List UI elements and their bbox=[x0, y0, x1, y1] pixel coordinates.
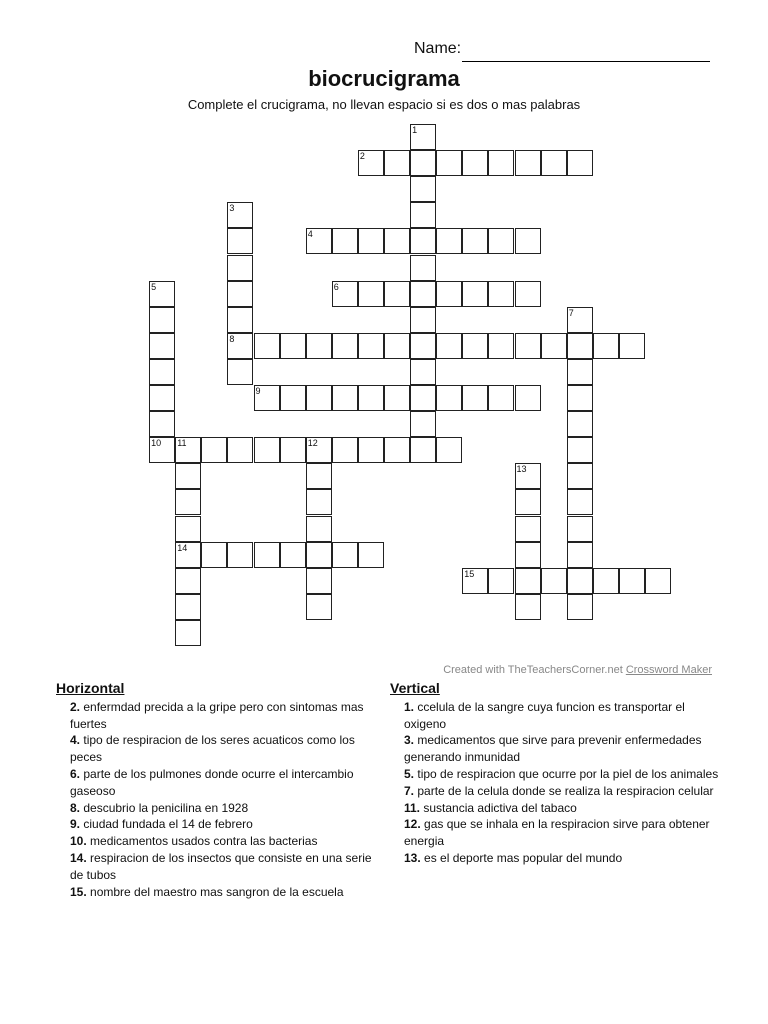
crossword-cell[interactable] bbox=[567, 307, 593, 333]
across-clues bbox=[56, 680, 386, 900]
credit-line bbox=[443, 664, 712, 676]
crossword-cell[interactable] bbox=[515, 385, 541, 411]
crossword-cell[interactable] bbox=[149, 307, 175, 333]
crossword-cell[interactable] bbox=[254, 385, 280, 411]
crossword-cell[interactable] bbox=[567, 411, 593, 437]
crossword-cell[interactable] bbox=[436, 385, 462, 411]
crossword-cell[interactable] bbox=[567, 333, 593, 359]
down-clue bbox=[390, 850, 720, 867]
crossword-cell[interactable] bbox=[593, 333, 619, 359]
clue-number-label: 3 bbox=[229, 203, 235, 214]
clue-number: 9. bbox=[70, 817, 81, 832]
crossword-cell[interactable] bbox=[515, 281, 541, 307]
crossword-cell[interactable] bbox=[227, 437, 253, 463]
clue-text: ccelula de la sangre cuya funcion es transportar el oxigeno bbox=[404, 699, 685, 731]
crossword-cell[interactable] bbox=[488, 281, 514, 307]
clue-text: medicamentos usados contra las bacterias bbox=[90, 834, 318, 849]
crossword-cell[interactable] bbox=[358, 281, 384, 307]
crossword-cell[interactable] bbox=[358, 150, 384, 176]
clue-number-label: 6 bbox=[333, 281, 339, 292]
crossword-cell[interactable] bbox=[436, 150, 462, 176]
crossword-cell[interactable] bbox=[175, 620, 201, 646]
crossword-cell[interactable] bbox=[227, 255, 253, 281]
clue-text: tipo de respiracion de los seres acuaticos como los peces bbox=[70, 733, 355, 765]
crossword-cell[interactable] bbox=[567, 516, 593, 542]
crossword-cell[interactable] bbox=[384, 385, 410, 411]
name-label: Name: bbox=[414, 40, 462, 57]
across-clue bbox=[56, 766, 386, 800]
crossword-cell[interactable] bbox=[410, 359, 436, 385]
crossword-cell[interactable] bbox=[619, 333, 645, 359]
clue-number-label: 13 bbox=[516, 464, 527, 475]
crossword-cell[interactable] bbox=[410, 124, 436, 150]
crossword-cell[interactable] bbox=[515, 333, 541, 359]
crossword-cell[interactable] bbox=[384, 281, 410, 307]
crossword-cell[interactable] bbox=[175, 463, 201, 489]
crossword-cell[interactable] bbox=[149, 411, 175, 437]
page-title: biocrucigrama bbox=[308, 66, 460, 91]
crossword-cell[interactable] bbox=[462, 281, 488, 307]
crossword-cell[interactable] bbox=[541, 150, 567, 176]
crossword-cell[interactable] bbox=[332, 228, 358, 254]
crossword-cell[interactable] bbox=[149, 333, 175, 359]
crossword-cell[interactable] bbox=[567, 359, 593, 385]
clue-text: parte de la celula donde se realiza la respiracion celular bbox=[417, 783, 714, 798]
down-clue bbox=[390, 699, 720, 733]
crossword-cell[interactable] bbox=[488, 228, 514, 254]
clue-number: 2. bbox=[70, 699, 81, 714]
crossword-cell[interactable] bbox=[149, 281, 175, 307]
clue-number: 15. bbox=[70, 884, 87, 899]
clue-number-label: 10 bbox=[151, 438, 162, 449]
across-clue bbox=[56, 732, 386, 766]
clue-number: 5. bbox=[404, 766, 415, 781]
crossword-cell[interactable] bbox=[410, 150, 436, 176]
crossword-cell[interactable] bbox=[306, 333, 332, 359]
clue-text: medicamentos que sirve para prevenir enfermedades generando inmunidad bbox=[404, 733, 702, 765]
crossword-cell[interactable] bbox=[306, 489, 332, 515]
clue-text: enfermdad precida a la gripe pero con sintomas mas fuertes bbox=[70, 699, 364, 731]
crossword-cell[interactable] bbox=[436, 333, 462, 359]
clue-number: 7. bbox=[404, 783, 415, 798]
crossword-cell[interactable] bbox=[436, 437, 462, 463]
clue-text: nombre del maestro mas sangron de la escuela bbox=[90, 884, 344, 899]
crossword-cell[interactable] bbox=[175, 489, 201, 515]
crossword-cell[interactable] bbox=[567, 385, 593, 411]
crossword-cell[interactable] bbox=[332, 385, 358, 411]
crossword-cell[interactable] bbox=[227, 202, 253, 228]
clue-text: es el deporte mas popular del mundo bbox=[424, 850, 623, 865]
crossword-cell[interactable] bbox=[384, 150, 410, 176]
clue-number-label: 8 bbox=[229, 333, 235, 344]
across-heading: Horizontal bbox=[56, 680, 125, 696]
crossword-cell[interactable] bbox=[175, 568, 201, 594]
clue-text: sustancia adictiva del tabaco bbox=[423, 800, 577, 815]
crossword-cell[interactable] bbox=[227, 281, 253, 307]
crossword-cell[interactable] bbox=[175, 542, 201, 568]
clue-number-label: 14 bbox=[177, 542, 188, 553]
crossword-cell[interactable] bbox=[567, 437, 593, 463]
crossword-cell[interactable] bbox=[254, 333, 280, 359]
clue-number: 4. bbox=[70, 733, 81, 748]
clue-number-label: 7 bbox=[568, 307, 574, 318]
credit-text: Created with TheTeachersCorner.net bbox=[443, 664, 626, 676]
crossword-cell[interactable] bbox=[384, 437, 410, 463]
crossword-cell[interactable] bbox=[227, 228, 253, 254]
crossword-cell[interactable] bbox=[332, 542, 358, 568]
crossword-cell[interactable] bbox=[619, 568, 645, 594]
crossword-cell[interactable] bbox=[306, 568, 332, 594]
crossword-cell[interactable] bbox=[410, 281, 436, 307]
down-clues bbox=[390, 680, 720, 867]
crossword-cell[interactable] bbox=[567, 542, 593, 568]
crossword-cell[interactable] bbox=[410, 202, 436, 228]
crossword-cell[interactable] bbox=[227, 333, 253, 359]
clue-number: 6. bbox=[70, 766, 81, 781]
crossword-cell[interactable] bbox=[515, 463, 541, 489]
clue-text: gas que se inhala en la respiracion sirve para obtener energia bbox=[404, 817, 710, 849]
down-clue bbox=[390, 766, 720, 783]
crossword-cell[interactable] bbox=[515, 516, 541, 542]
crossword-cell[interactable] bbox=[175, 594, 201, 620]
crossword-cell[interactable] bbox=[306, 542, 332, 568]
crossword-cell[interactable] bbox=[227, 359, 253, 385]
crossword-cell[interactable] bbox=[410, 307, 436, 333]
crossword-cell[interactable] bbox=[462, 568, 488, 594]
crossword-cell[interactable] bbox=[593, 568, 619, 594]
clue-number: 13. bbox=[404, 850, 421, 865]
across-clue bbox=[56, 800, 386, 817]
down-clue bbox=[390, 816, 720, 850]
clue-number-label: 1 bbox=[412, 125, 418, 135]
crossword-cell[interactable] bbox=[149, 359, 175, 385]
crossword-cell[interactable] bbox=[488, 385, 514, 411]
crossword-cell[interactable] bbox=[280, 333, 306, 359]
instructions: Complete el crucigrama, no llevan espacio si es dos o mas palabras bbox=[187, 97, 581, 112]
crossword-cell[interactable] bbox=[358, 542, 384, 568]
clue-number: 10. bbox=[70, 834, 87, 849]
crossword-cell[interactable] bbox=[254, 437, 280, 463]
clue-text: respiracion de los insectos que consiste en una serie de tubos bbox=[70, 850, 372, 882]
crossword-cell[interactable] bbox=[515, 568, 541, 594]
crossword-cell[interactable] bbox=[515, 489, 541, 515]
crossword-cell[interactable] bbox=[462, 228, 488, 254]
crossword-cell[interactable] bbox=[567, 594, 593, 620]
crossword-cell[interactable] bbox=[306, 228, 332, 254]
crossword-cell[interactable] bbox=[488, 568, 514, 594]
clue-number: 1. bbox=[404, 699, 415, 714]
crossword-cell[interactable] bbox=[541, 568, 567, 594]
crossword-cell[interactable] bbox=[280, 385, 306, 411]
clue-number-label: 9 bbox=[255, 386, 261, 396]
crossword-cell[interactable] bbox=[541, 333, 567, 359]
crossword-cell[interactable] bbox=[410, 411, 436, 437]
crossword-cell[interactable] bbox=[358, 437, 384, 463]
crossword-cell[interactable] bbox=[515, 594, 541, 620]
crossword-cell[interactable] bbox=[201, 542, 227, 568]
crossword-cell[interactable] bbox=[567, 568, 593, 594]
crossword-cell[interactable] bbox=[515, 228, 541, 254]
down-heading: Vertical bbox=[390, 680, 440, 696]
crossword-cell[interactable] bbox=[488, 333, 514, 359]
crossword-cell[interactable] bbox=[462, 333, 488, 359]
clue-number: 12. bbox=[404, 817, 421, 832]
crossword-cell[interactable] bbox=[332, 437, 358, 463]
crossword-cell[interactable] bbox=[227, 307, 253, 333]
crossword-cell[interactable] bbox=[254, 542, 280, 568]
across-clue bbox=[56, 816, 386, 833]
clue-number: 3. bbox=[404, 733, 415, 748]
across-clue bbox=[56, 884, 386, 901]
crossword-cell[interactable] bbox=[410, 333, 436, 359]
crossword-cell[interactable] bbox=[384, 333, 410, 359]
crossword-cell[interactable] bbox=[410, 437, 436, 463]
clue-text: descubrio la penicilina en 1928 bbox=[83, 800, 249, 815]
crossword-cell[interactable] bbox=[567, 489, 593, 515]
down-clue bbox=[390, 732, 720, 766]
clue-number: 11. bbox=[404, 800, 421, 815]
crossword-cell[interactable] bbox=[436, 228, 462, 254]
crossword-cell[interactable] bbox=[488, 150, 514, 176]
crossword-cell[interactable] bbox=[306, 594, 332, 620]
crossword-cell[interactable] bbox=[410, 228, 436, 254]
crossword-cell[interactable] bbox=[280, 437, 306, 463]
crossword-cell[interactable] bbox=[436, 281, 462, 307]
crossword-cell[interactable] bbox=[410, 255, 436, 281]
crossword-cell[interactable] bbox=[175, 516, 201, 542]
crossword-cell[interactable] bbox=[358, 385, 384, 411]
clue-number-label: 2 bbox=[359, 151, 365, 162]
crossword-cell[interactable] bbox=[306, 516, 332, 542]
clue-text: parte de los pulmones donde ocurre el intercambio gaseoso bbox=[70, 766, 354, 798]
down-clue bbox=[390, 783, 720, 800]
across-clue bbox=[56, 833, 386, 850]
crossword-cell[interactable] bbox=[410, 385, 436, 411]
across-clue bbox=[56, 850, 386, 884]
crossword-cell[interactable] bbox=[515, 150, 541, 176]
crossword-cell[interactable] bbox=[567, 150, 593, 176]
crossword-cell[interactable] bbox=[149, 385, 175, 411]
clue-text: tipo de respiracion que ocurre por la piel de los animales bbox=[417, 766, 719, 781]
clue-number: 8. bbox=[70, 800, 81, 815]
down-clue bbox=[390, 800, 720, 817]
crossword-cell[interactable] bbox=[462, 385, 488, 411]
crossword-cell[interactable] bbox=[410, 176, 436, 202]
clue-number-label: 5 bbox=[151, 281, 157, 292]
crossword-cell[interactable] bbox=[645, 568, 671, 594]
crossword-cell[interactable] bbox=[306, 437, 332, 463]
crossword-cell[interactable] bbox=[332, 333, 358, 359]
across-clue bbox=[56, 699, 386, 733]
crossword-cell[interactable] bbox=[358, 333, 384, 359]
crossword-cell[interactable] bbox=[384, 228, 410, 254]
crossword-cell[interactable] bbox=[227, 542, 253, 568]
crossword-cell[interactable] bbox=[332, 281, 358, 307]
crossword-cell[interactable] bbox=[201, 437, 227, 463]
crossword-cell[interactable] bbox=[462, 150, 488, 176]
crossword-cell[interactable] bbox=[306, 463, 332, 489]
clue-text: ciudad fundada el 14 de febrero bbox=[83, 817, 253, 832]
crossword-cell[interactable] bbox=[306, 385, 332, 411]
crossword-cell[interactable] bbox=[149, 437, 175, 463]
crossword-maker-link[interactable]: Crossword Maker bbox=[625, 664, 712, 676]
crossword-cell[interactable] bbox=[280, 542, 306, 568]
crossword-cell[interactable] bbox=[515, 542, 541, 568]
clue-number-label: 15 bbox=[464, 568, 475, 579]
crossword-cell[interactable] bbox=[358, 228, 384, 254]
crossword-cell[interactable] bbox=[175, 437, 201, 463]
crossword-cell[interactable] bbox=[567, 463, 593, 489]
clue-number-label: 12 bbox=[307, 438, 318, 449]
clue-number: 14. bbox=[70, 850, 87, 865]
clue-number-label: 4 bbox=[307, 229, 313, 240]
clue-number-label: 11 bbox=[177, 438, 187, 449]
